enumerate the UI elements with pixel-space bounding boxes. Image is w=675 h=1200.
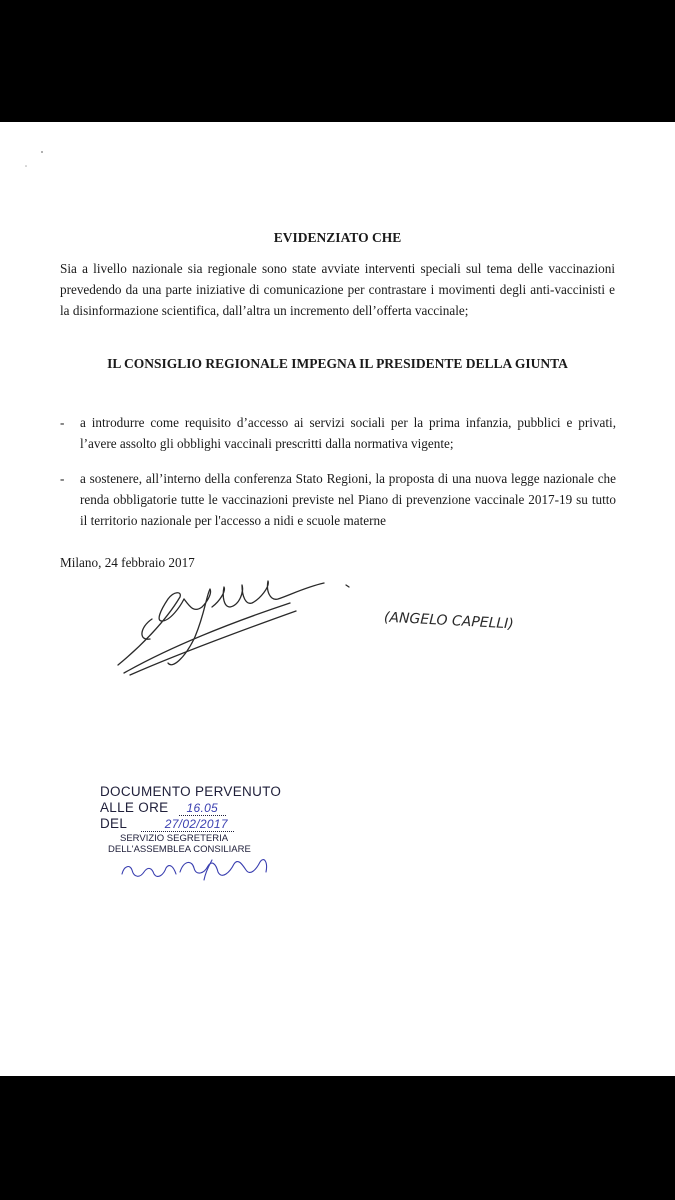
commitment-item-2 [60, 468, 616, 531]
paragraph-evidenziato: Sia a livello nazionale sia regionale sono state avviate interventi speciali sul tema delle vaccinazioni prevedendo da una parte iniziative di comunicazione per contrastare i movimenti degli anti-vaccinisti e la disinformazione scientifica, dall’altra un incremento dell’offerta vaccinale; [60, 261, 615, 318]
reception-stamp [100, 784, 300, 894]
stamp-time-value: 16.05 [179, 801, 227, 816]
scan-specks [0, 122, 80, 202]
heading-impegna: IL CONSIGLIO REGIONALE IMPEGNA IL PRESIDENTE DELLA GIUNTA [107, 356, 568, 371]
commitment-text-1: a introdurre come requisito d’accesso ai servizi sociali per la prima infanzia, pubblici e privati, l’avere assolto gli obblighi vaccinali prescritti dalla normativa vigente; [80, 415, 616, 451]
stamp-date-value: 27/02/2017 [141, 817, 234, 832]
stamp-time-label: ALLE ORE [100, 800, 169, 815]
stamp-clerk-signature [100, 784, 300, 894]
stamp-line-office: SERVIZIO SEGRETERIA [120, 833, 229, 844]
stamp-line-received: DOCUMENTO PERVENUTO [100, 784, 282, 799]
handwritten-name-text: (ANGELO CAPELLI) [383, 609, 515, 633]
bullet-dash: - [60, 415, 65, 430]
place-date: Milano, 24 febbraio 2017 [60, 555, 195, 570]
stamp-date-label: DEL [100, 816, 127, 831]
commitment-item-1 [60, 412, 616, 454]
stamp-line-assembly: DELL'ASSEMBLEA CONSILIARE [108, 844, 251, 855]
commitment-text-2: a sostenere, all’interno della conferenza Stato Regioni, la proposta di una nuova legge nazionale che renda obbligatorie tutte le vaccinazioni previste nel Piano di prevenzione vaccinale 2017-19 su tutto il territorio nazionale per l'accesso a nidi e scuole materne [80, 471, 616, 528]
heading-evidenziato: EVIDENZIATO CHE [273, 230, 402, 245]
handwritten-name [378, 600, 558, 640]
document-page [0, 122, 675, 1076]
bullet-dash: - [60, 471, 65, 486]
